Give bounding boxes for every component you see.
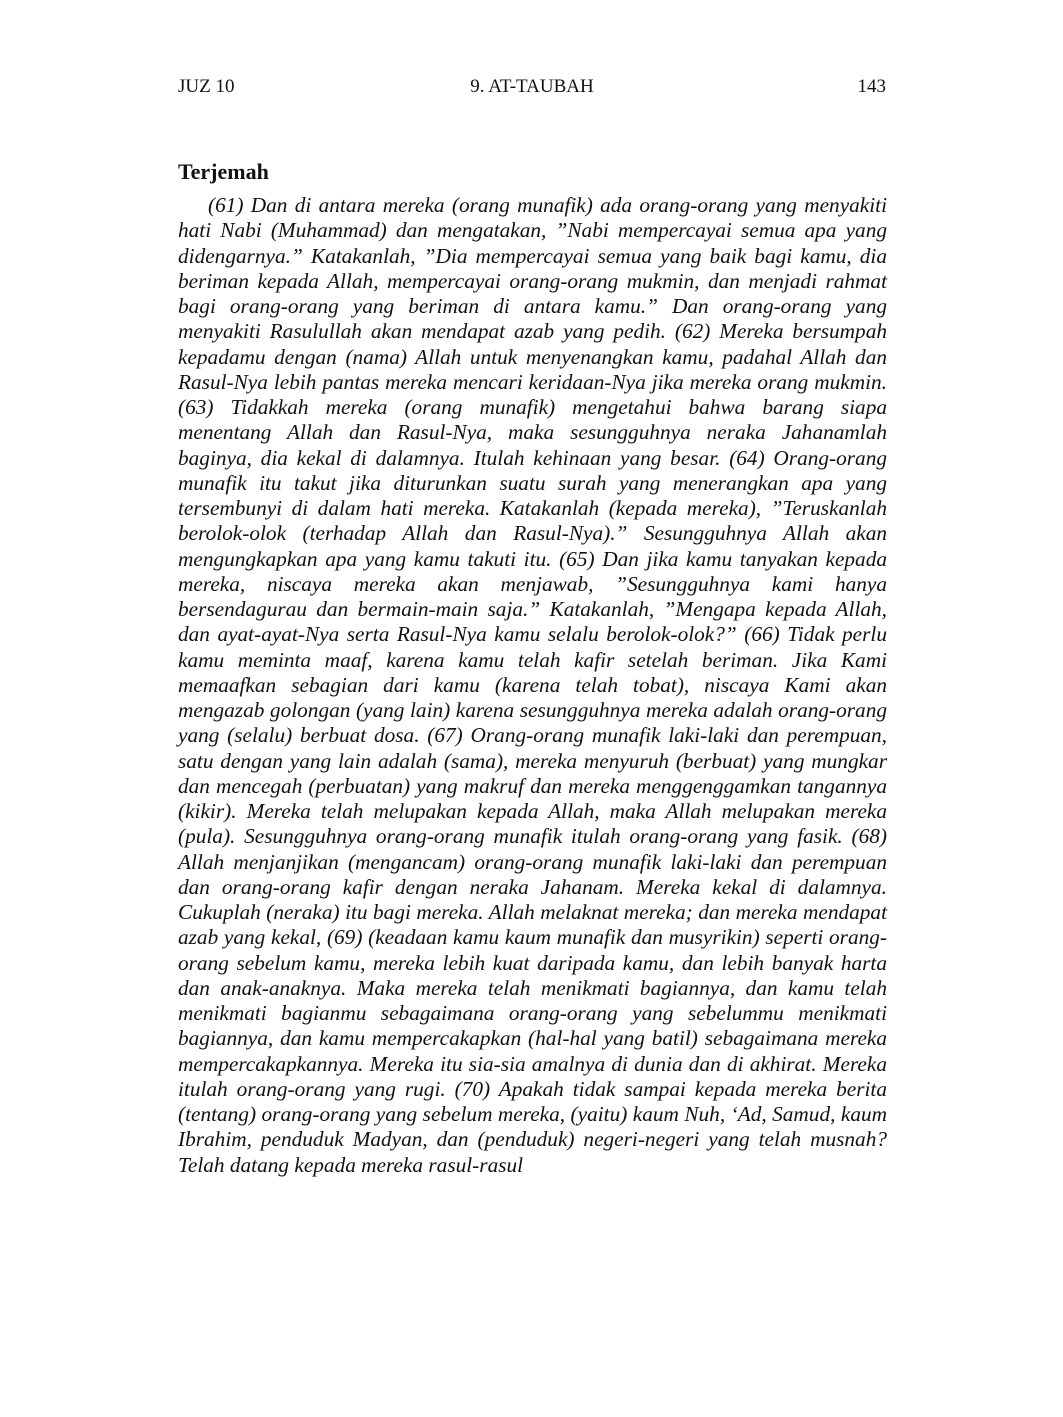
surah-title: 9. AT-TAUBAH — [470, 76, 594, 97]
juz-label: JUZ 10 — [178, 76, 235, 97]
page-header — [178, 74, 886, 100]
page-number: 143 — [857, 76, 886, 97]
section-title: Terjemah — [178, 159, 269, 184]
translation-paragraph: (61) Dan di antara mereka (orang munafik) ada orang-orang yang menyakiti hati Nabi (Muhammad) dan mengatakan, ”Nabi mempercayai semua apa yang didengarnya.” Katakanlah, ”Dia mempercayai semua yang baik bagi kamu, dia beriman kepada Allah, mempercayai orang-orang mukmin, dan menjadi rahmat bagi orang-orang yang beriman di antara kamu.” Dan orang-orang yang menyakiti Rasulullah akan mendapat azab yang pedih. (62) Mereka bersumpah kepadamu dengan (nama) Allah untuk menyenangkan kamu, padahal Allah dan Rasul-Nya lebih pantas mereka mencari keridaan-Nya jika mereka orang mukmin. (63) Tidakkah mereka (orang munafik) mengetahui bahwa barang siapa menentang Allah dan Rasul-Nya, maka sesungguhnya neraka Jahanamlah baginya, dia kekal di dalamnya. Itulah kehinaan yang besar. (64) Orang-orang munafik itu takut jika diturunkan suatu surah yang menerangkan apa yang tersembunyi di dalam hati mereka. Katakanlah (kepada mereka), ”Teruskanlah berolok-olok (terhadap Allah dan Rasul-Nya).” Sesungguhnya Allah akan mengungkapkan apa yang kamu takuti itu. (65) Dan jika kamu tanyakan kepada mereka, niscaya mereka akan menjawab, ”Sesungguhnya kami hanya bersendagurau dan bermain-main saja.” Katakanlah, ”Mengapa kepada Allah, dan ayat-ayat-Nya serta Rasul-Nya kamu selalu berolok-olok?” (66) Tidak perlu kamu meminta maaf, karena kamu telah kafir setelah beriman. Jika Kami memaafkan sebagian dari kamu (karena telah tobat), niscaya Kami akan mengazab golongan (yang lain) karena sesungguhnya mereka adalah orang-orang yang (selalu) berbuat dosa. (67) Orang-orang munafik laki-laki dan perempuan, satu dengan yang lain adalah (sama), mereka menyuruh (berbuat) yang mungkar dan mencegah (perbuatan) yang makruf dan mereka menggenggamkan tangannya (kikir). Mereka telah melupakan kepada Allah, maka Allah melupakan mereka (pula). Sesungguhnya orang-orang munafik itulah orang-orang yang fasik. (68) Allah menjanjikan (mengancam) orang-orang munafik laki-laki dan perempuan dan orang-orang kafir dengan neraka Jahanam. Mereka kekal di dalamnya. Cukuplah (neraka) itu bagi mereka. Allah melaknat mereka; dan mereka mendapat azab yang kekal, (69) (keadaan kamu kaum munafik dan musyrikin) seperti orang-orang sebelum kamu, mereka lebih kuat daripada kamu, dan lebih banyak harta dan anak-anaknya. Maka mereka telah menikmati bagiannya, dan kamu telah menikmati bagianmu sebagaimana orang-orang yang sebelummu menikmati bagiannya, dan kamu mempercakapkan (hal-hal yang batil) sebagaimana mereka mempercakapkannya. Mereka itu sia-sia amalnya di dunia dan di akhirat. Mereka itulah orang-orang yang rugi. (70) Apakah tidak sampai kepada mereka berita (tentang) orang-orang yang sebelum mereka, (yaitu) kaum Nuh, ‘Ad, Samud, kaum Ibrahim, penduduk Madyan, dan (penduduk) negeri-negeri yang telah musnah? Telah datang kepada mereka rasul-rasul — [178, 193, 887, 1177]
